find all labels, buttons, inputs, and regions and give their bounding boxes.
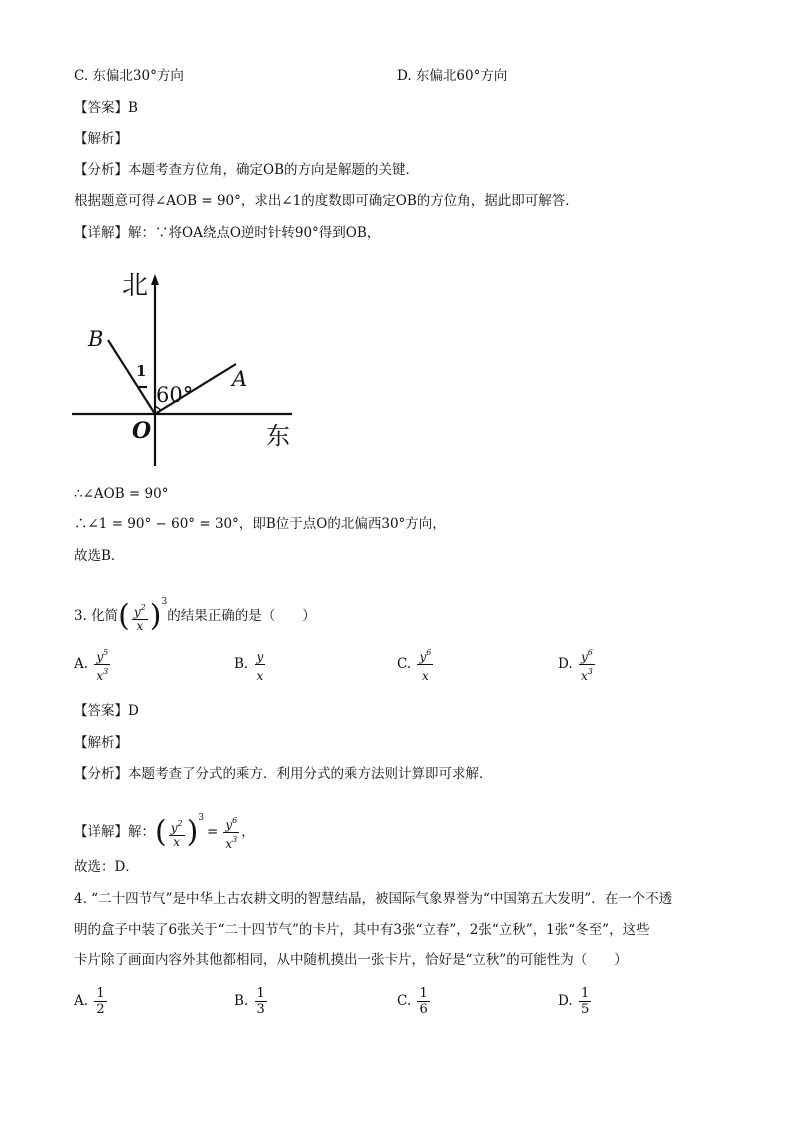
q3-option-d: D. $\frac{y^6}{x^3}$ (558, 648, 593, 683)
q2-line2: 根据题意可得∠AOB = 90°，求出∠1的度数即可确定OB的方位角，据此即可解答． (74, 193, 579, 209)
q3-option-a: A. $\frac{y^5}{x^3}$ (74, 648, 109, 683)
q3-analysis-heading: 【解析】 (74, 735, 128, 751)
q3-stem-prefix: 3. 化简 (74, 608, 119, 624)
q4-option-c: C. $\frac{1}{6}$ (397, 986, 428, 1017)
q3-detail: 【详解】解：( $\frac{y^2}{x}$ )$^3$= $\frac{y^6}{x^3}$ ， (74, 813, 255, 851)
east-label: 东 (266, 422, 290, 450)
q4-option-b: B. $\frac{1}{3}$ (234, 986, 265, 1017)
q3-option-b: B. $\frac{y}{x}$ (234, 650, 264, 683)
q3-option-c: C. $\frac{y^6}{x}$ (397, 648, 432, 683)
q3-result-fraction: $\frac{y^6}{x^3}$ (225, 816, 238, 851)
q4-option-a: A. $\frac{1}{2}$ (74, 986, 105, 1017)
q2-option-d: D. 东偏北60°方向 (397, 68, 508, 84)
north-label: 北 (122, 271, 149, 301)
q3-base-fraction: $\frac{y^2}{x}$ (133, 602, 146, 633)
q2-detail: 【详解】解：∵将OA绕点O逆时针转90°得到OB， (74, 225, 381, 241)
q2-therefore1: ∴∠AOB = 90° (74, 486, 169, 502)
q4-option-d: D. $\frac{1}{5}$ (558, 986, 590, 1017)
q3-choose: 故选：D． (74, 859, 139, 875)
q3-fenxi: 【分析】本题考查了分式的乘方．利用分式的乘方法则计算即可求解． (74, 766, 493, 782)
q3-stem: 3. 化简( $\frac{y^2}{x}$ )$^3$的结果正确的是（ ） (74, 597, 316, 634)
q2-choose: 故选B． (74, 548, 125, 564)
q4-line2: 明的盒子中装了6张关于“二十四节气”的卡片，其中有3张“立春”，2张“立秋”，1张“冬至”，这些 (74, 922, 650, 938)
q4-line3: 卡片除了画面内容外其他都相同，从中随机摸出一张卡片，恰好是“立秋”的可能性为（ ） (74, 952, 628, 968)
q2-fenxi: 【分析】本题考查方位角，确定OB的方向是解题的关键． (74, 162, 419, 178)
direction-diagram (70, 268, 300, 468)
q3-stem-suffix: 的结果正确的是（ ） (167, 608, 316, 624)
ray-ob (108, 340, 155, 414)
q2-option-c: C. 东偏北30°方向 (74, 68, 184, 84)
q2-answer: 【答案】B (74, 100, 138, 116)
angle-60-label: 60° (156, 383, 194, 407)
q3-detail-prefix: 【详解】解： (74, 824, 155, 840)
q3-outer-exponent: 3 (161, 597, 168, 607)
q3-answer: 【答案】D (74, 703, 139, 719)
origin-label: O (132, 418, 152, 444)
point-a-label: A (232, 367, 248, 391)
q3-equals: = (207, 824, 219, 840)
q4-line1: 4. “二十四节气”是中华上古农耕文明的智慧结晶，被国际气象界誉为“中国第五大发明”．在一个不透 (74, 891, 673, 907)
point-b-label: B (88, 327, 104, 351)
q2-analysis-heading: 【解析】 (74, 131, 128, 147)
q2-therefore2: ∴∠1 = 90° − 60° = 30°，即B位于点O的北偏西30°方向， (74, 516, 446, 532)
north-arrow-head (151, 274, 159, 285)
angle-1-label: 1 (136, 362, 147, 380)
